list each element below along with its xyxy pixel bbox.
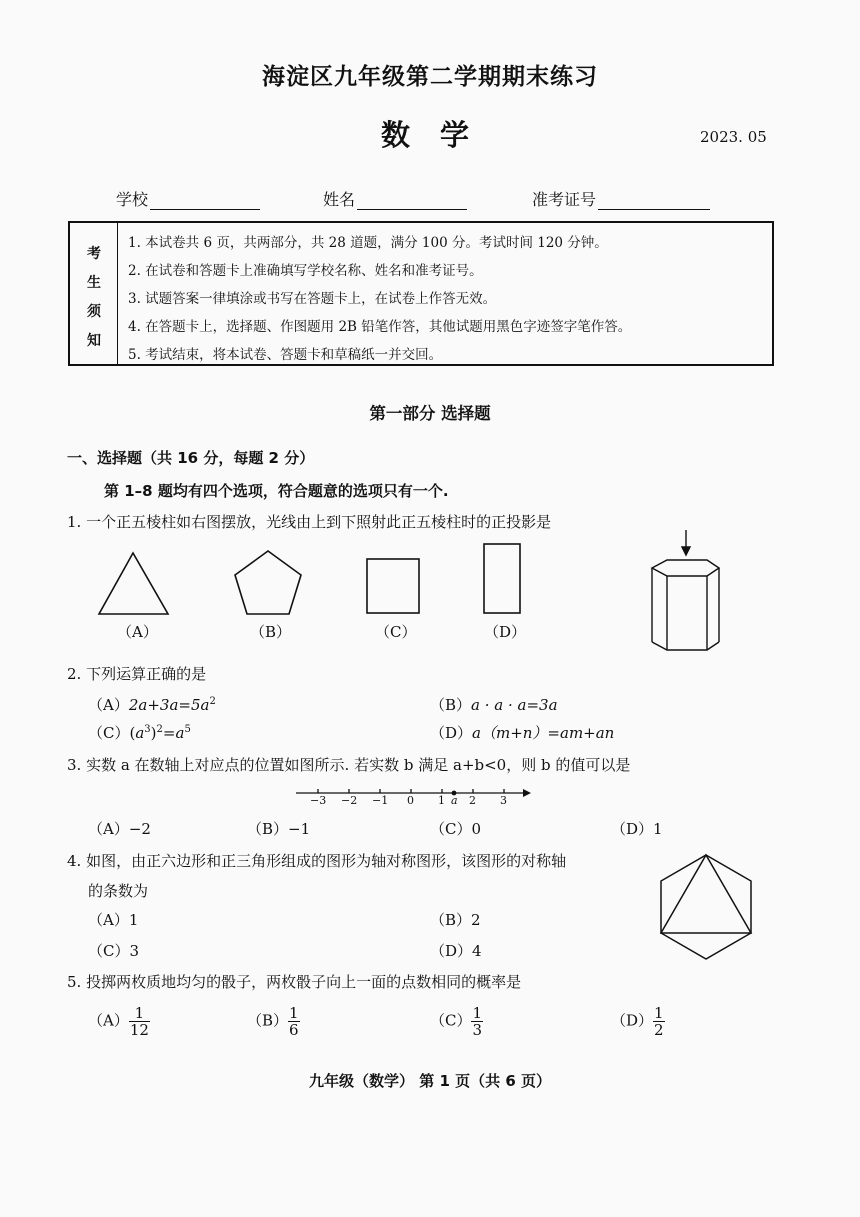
question-4-text-cont: 的条数为 <box>88 882 149 900</box>
question-4-text: 4. 如图，由正六边形和正三角形组成的图形为轴对称图形，该图形的对称轴 <box>67 852 567 870</box>
q4-option-c: （C）3 <box>88 942 140 960</box>
q2-option-c-expr: a <box>135 724 145 742</box>
q3-tick-label: −3 <box>310 794 327 807</box>
q2-option-d-label: （D） <box>430 724 473 742</box>
q1-option-b: （B） <box>250 623 292 641</box>
q4-option-b: （B）2 <box>430 911 481 929</box>
q3-tick-label: −1 <box>372 794 389 807</box>
q3-tick-label: 1 <box>438 794 445 807</box>
page-footer: 九年级（数学） 第 1 页（共 6 页） <box>309 1072 551 1090</box>
exam-title: 海淀区九年级第二学期期末练习 <box>262 63 598 90</box>
notice-item: 4. 在答题卡上，选择题、作图题用 2B 铅笔作答，其他试题用黑色字迹签字笔作答。 <box>128 319 632 335</box>
notice-item: 2. 在试卷和答题卡上准确填写学校名称、姓名和准考证号。 <box>128 263 483 279</box>
notice-item: 3. 试题答案一律填涂或书写在答题卡上，在试卷上作答无效。 <box>128 291 497 307</box>
q5-option-a-fraction <box>129 1005 150 1038</box>
q1-option-d: （D） <box>484 623 527 641</box>
q5-option-c-label: （C） <box>430 1011 472 1030</box>
q2-option-a-expr: 2a+3a=5a <box>128 696 210 714</box>
q1-prism-figure <box>652 530 719 650</box>
q5-option-b-label: （B） <box>247 1011 289 1030</box>
notice-item: 1. 本试卷共 6 页，共两部分，共 28 道题，满分 100 分。考试时间 120 分钟。 <box>128 235 608 251</box>
q4-option-d: （D）4 <box>430 942 482 960</box>
q5-option-b-fraction <box>288 1005 300 1038</box>
q3-tick-label: 3 <box>500 794 507 807</box>
fraction-numerator: 1 <box>129 1005 150 1022</box>
q3-option-b: （B）−1 <box>247 820 311 838</box>
notice-item: 5. 考试结束，将本试卷、答题卡和草稿纸一并交回。 <box>128 347 443 363</box>
q3-tick-label-a: a <box>451 794 458 807</box>
question-3-text: 3. 实数 a 在数轴上对应点的位置如图所示. 若实数 b 满足 a+b<0，则 b 的值可以是 <box>67 756 631 774</box>
q2-option-a: $(A)2a+3a=5a^2$ <box>88 696 216 714</box>
q2-option-d <box>430 722 614 743</box>
q2-option-d-expr: a（m+n）=am+an <box>472 724 615 742</box>
fraction-numerator: 1 <box>289 1004 299 1022</box>
section-intro: 第 1–8 题均有四个选项，符合题意的选项只有一个. <box>104 482 449 500</box>
q5-option-b <box>247 1005 300 1038</box>
q3-tick-label: 0 <box>407 794 414 807</box>
fraction-denominator: 2 <box>654 1021 664 1039</box>
fraction-denominator: 3 <box>472 1021 483 1039</box>
fraction-denominator: 12 <box>129 1021 149 1039</box>
q3-option-c: （C）0 <box>430 820 482 838</box>
q2-option-b-expr: a · a · a=3a <box>471 696 558 714</box>
q5-option-d <box>611 1005 665 1038</box>
section-heading: 一、选择题（共 16 分，每题 2 分） <box>67 449 315 467</box>
q1-option-a: （A） <box>117 623 158 641</box>
name-label: 姓名 <box>323 190 356 209</box>
q5-option-c <box>430 1005 483 1038</box>
q4-figure <box>661 855 751 959</box>
q2-option-b-label: （B） <box>430 696 472 714</box>
q1-triangle-shape <box>99 553 168 614</box>
q5-option-d-fraction <box>653 1005 665 1038</box>
q4-option-a: （A）1 <box>88 911 139 929</box>
subject-title: 数 学 <box>380 118 480 152</box>
q1-square-shape <box>367 559 419 613</box>
exam-id-label: 准考证号 <box>532 190 597 209</box>
q5-option-a-label: （A） <box>88 1011 129 1030</box>
q2-option-c-label: （C） <box>88 724 130 742</box>
q5-option-d-label: （D） <box>611 1011 654 1030</box>
q3-tick-label: 2 <box>469 794 476 807</box>
school-label: 学校 <box>116 190 149 209</box>
q5-option-a <box>88 1005 150 1038</box>
question-5-text: 5. 投掷两枚质地均匀的骰子，两枚骰子向上一面的点数相同的概率是 <box>67 973 522 991</box>
q2-option-c: $(C)(a^3)^2=a^5$ <box>88 724 191 742</box>
q3-option-d: （D）1 <box>611 820 663 838</box>
q3-tick-label: −2 <box>341 794 358 807</box>
question-1-text: 1. 一个正五棱柱如右图摆放，光线由上到下照射此正五棱柱时的正投影是 <box>67 513 552 531</box>
q5-option-c-fraction <box>471 1005 483 1038</box>
notice-label-char: 知 <box>87 333 101 349</box>
notice-label-char: 须 <box>87 304 101 320</box>
q2-option-a-label: （A） <box>88 696 129 714</box>
fraction-numerator: 1 <box>472 1004 483 1022</box>
fraction-numerator: 1 <box>654 1004 664 1022</box>
exam-date: 2023. 05 <box>700 128 767 146</box>
q3-option-a: （A）−2 <box>88 820 151 838</box>
part-title: 第一部分 选择题 <box>369 404 491 423</box>
notice-label-char: 考 <box>87 246 101 262</box>
q1-pentagon-shape <box>235 551 301 614</box>
q2-option-b <box>430 694 558 715</box>
question-2-text: 2. 下列运算正确的是 <box>67 665 207 683</box>
fraction-denominator: 6 <box>289 1021 299 1039</box>
notice-label-char: 生 <box>87 275 101 291</box>
q1-rectangle-shape <box>484 544 520 613</box>
q1-option-c: （C） <box>375 623 417 641</box>
